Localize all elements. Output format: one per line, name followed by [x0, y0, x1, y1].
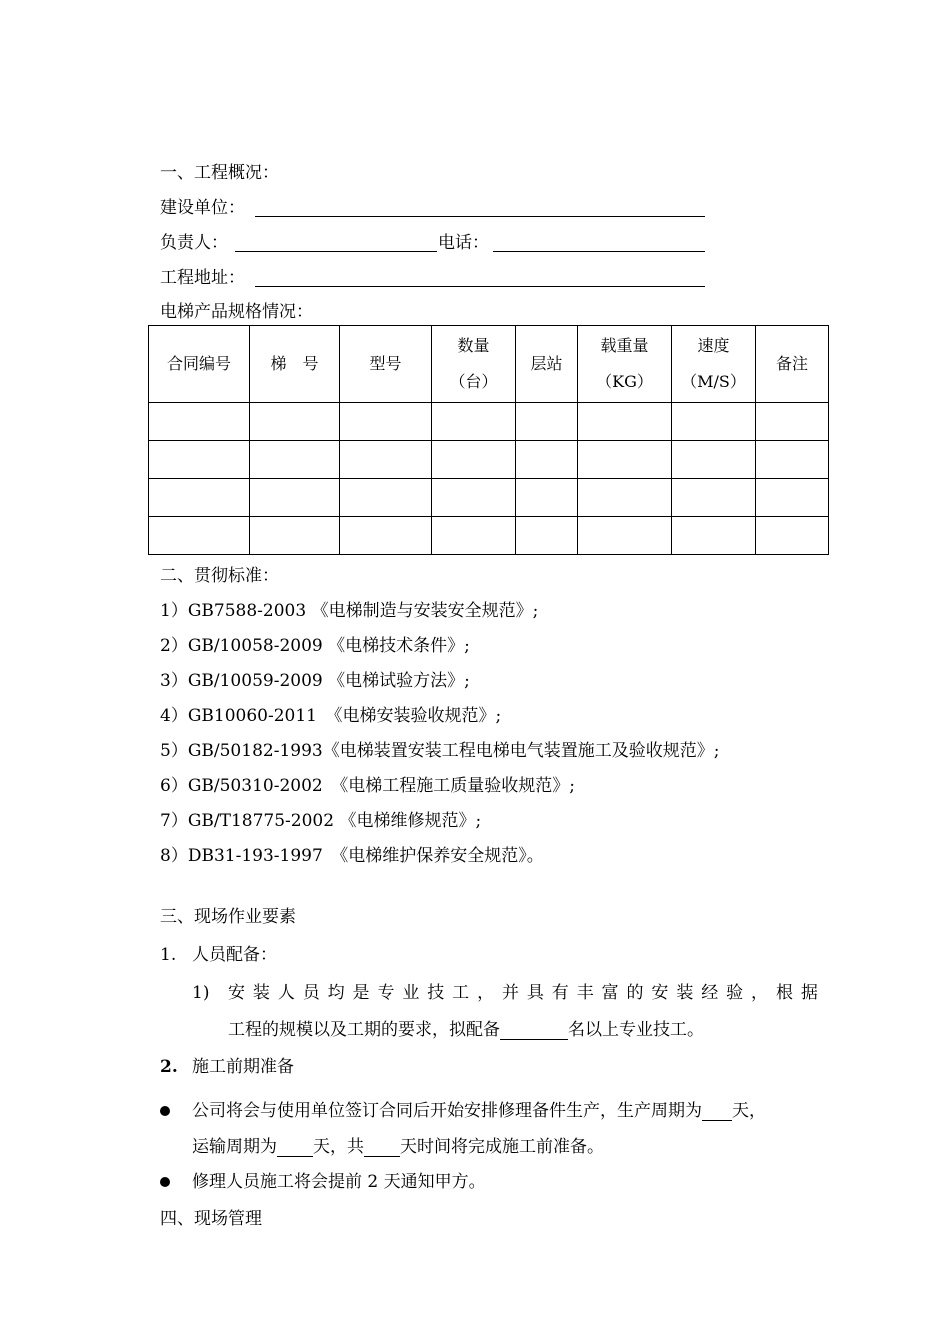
table-cell[interactable] — [432, 441, 516, 479]
production-days-blank[interactable] — [702, 1102, 732, 1121]
justified-char: 安 — [651, 983, 669, 1003]
staff-count-blank[interactable] — [500, 1021, 568, 1040]
justified-char: 具 — [526, 983, 544, 1003]
sub-1-line-2-text-a: 工程的规模以及工期的要求，拟配备 — [228, 1020, 500, 1040]
section-1-title: 一、工程概况： — [160, 163, 279, 183]
justified-char: 技 — [427, 983, 445, 1003]
justified-char: 验 — [726, 983, 744, 1003]
builder-input-line[interactable] — [255, 216, 705, 217]
table-cell[interactable] — [250, 517, 340, 555]
justified-char: ， — [751, 983, 769, 1003]
sub-1-line-1 — [228, 983, 818, 1003]
spec-label: 电梯产品规格情况： — [160, 302, 313, 322]
header-contract-no: 合同编号 — [149, 326, 250, 403]
header-speed-line1: 速度 — [697, 336, 730, 355]
table-cell[interactable] — [516, 403, 578, 441]
table-cell[interactable] — [250, 441, 340, 479]
table-cell[interactable] — [340, 479, 432, 517]
header-quantity-line1: 数量 — [457, 336, 490, 355]
justified-char: 员 — [302, 983, 320, 1003]
header-quantity — [432, 326, 516, 403]
table-cell[interactable] — [578, 517, 672, 555]
header-model: 型号 — [340, 326, 432, 403]
justified-char: 丰 — [576, 983, 594, 1003]
person-input-line[interactable] — [235, 251, 437, 252]
item-2-number: 2. — [160, 1057, 178, 1077]
table-row — [149, 441, 829, 479]
section-2-title: 二、贯彻标准： — [160, 566, 279, 586]
standard-item: 4）GB10060-2011 《电梯安装验收规范》; — [160, 706, 502, 726]
table-cell[interactable] — [578, 403, 672, 441]
bullet-icon — [160, 1177, 170, 1187]
standard-item: 5）GB/50182-1993《电梯装置安装工程电梯电气装置施工及验收规范》; — [160, 741, 720, 761]
bullet-1-text-d: 天，共 — [313, 1137, 364, 1157]
header-remarks: 备注 — [756, 326, 829, 403]
standard-item: 2）GB/10058-2009 《电梯技术条件》; — [160, 636, 470, 656]
table-header-row — [149, 326, 829, 403]
table-cell[interactable] — [516, 441, 578, 479]
justified-char: 装 — [252, 983, 270, 1003]
phone-input-line[interactable] — [493, 251, 705, 252]
justified-char: 的 — [626, 983, 644, 1003]
bullet-1-text-b: 天， — [732, 1101, 766, 1121]
elevator-spec-table — [148, 325, 829, 555]
standard-item: 6）GB/50310-2002 《电梯工程施工质量验收规范》; — [160, 776, 575, 796]
table-cell[interactable] — [756, 479, 829, 517]
justified-char: 是 — [352, 983, 370, 1003]
bullet-1-line-1 — [192, 1101, 766, 1121]
phone-label: 电话： — [438, 233, 489, 253]
total-days-blank[interactable] — [364, 1138, 400, 1157]
justified-char: 工 — [452, 983, 470, 1003]
justified-char: 人 — [277, 983, 295, 1003]
justified-char: 并 — [501, 983, 519, 1003]
table-row — [149, 403, 829, 441]
sub-1-line-2-text-b: 名以上专业技工。 — [568, 1020, 704, 1040]
table-cell[interactable] — [516, 517, 578, 555]
standard-item: 7）GB/T18775-2002 《电梯维修规范》; — [160, 811, 482, 831]
bullet-1-text-e: 天时间将完成施工前准备。 — [400, 1137, 604, 1157]
header-elevator-no: 梯 号 — [250, 326, 340, 403]
table-cell[interactable] — [149, 517, 250, 555]
table-cell[interactable] — [149, 479, 250, 517]
standard-item: 8）DB31-193-1997 《电梯维护保养安全规范》。 — [160, 846, 544, 866]
standard-item: 1）GB7588-2003 《电梯制造与安装安全规范》; — [160, 601, 539, 621]
header-load-line2: （KG） — [596, 372, 653, 391]
table-cell[interactable] — [432, 403, 516, 441]
section-3-title: 三、现场作业要素 — [160, 907, 296, 927]
transport-days-blank[interactable] — [277, 1138, 313, 1157]
sub-1-number: 1) — [192, 983, 210, 1003]
header-floors: 层站 — [516, 326, 578, 403]
section-4-title: 四、现场管理 — [160, 1209, 262, 1229]
bullet-icon — [160, 1106, 170, 1116]
table-cell[interactable] — [672, 479, 756, 517]
table-cell[interactable] — [516, 479, 578, 517]
table-cell[interactable] — [149, 441, 250, 479]
justified-char: 富 — [601, 983, 619, 1003]
table-cell[interactable] — [756, 441, 829, 479]
table-cell[interactable] — [149, 403, 250, 441]
header-speed — [672, 326, 756, 403]
justified-char: 有 — [551, 983, 569, 1003]
table-row — [149, 517, 829, 555]
table-cell[interactable] — [340, 441, 432, 479]
table-cell[interactable] — [578, 441, 672, 479]
justified-char: 专 — [377, 983, 395, 1003]
table-cell[interactable] — [340, 517, 432, 555]
table-cell[interactable] — [672, 403, 756, 441]
header-load — [578, 326, 672, 403]
header-speed-line2: （M/S） — [681, 372, 746, 391]
justified-char: ， — [477, 983, 495, 1003]
standard-item: 3）GB/10059-2009 《电梯试验方法》; — [160, 671, 470, 691]
justified-char: 安 — [228, 983, 245, 1003]
table-cell[interactable] — [432, 517, 516, 555]
item-1-number: 1. — [160, 945, 177, 965]
justified-char: 装 — [676, 983, 694, 1003]
justified-char: 据 — [800, 983, 818, 1003]
table-row — [149, 479, 829, 517]
bullet-1-line-2 — [192, 1137, 604, 1157]
item-1-title: 人员配备： — [192, 945, 277, 965]
address-label: 工程地址： — [160, 268, 245, 288]
person-label: 负责人： — [160, 233, 228, 253]
item-2-title: 施工前期准备 — [192, 1057, 294, 1077]
table-cell[interactable] — [672, 441, 756, 479]
justified-char: 业 — [402, 983, 420, 1003]
builder-label: 建设单位： — [160, 198, 245, 218]
bullet-1-text-a: 公司将会与使用单位签订合同后开始安排修理备件生产，生产周期为 — [192, 1101, 702, 1121]
table-cell[interactable] — [578, 479, 672, 517]
address-input-line[interactable] — [255, 286, 705, 287]
table-cell[interactable] — [432, 479, 516, 517]
table-cell[interactable] — [250, 403, 340, 441]
header-load-line1: 载重量 — [600, 336, 649, 355]
sub-1-line-2 — [228, 1020, 704, 1040]
header-quantity-line2: （台） — [449, 372, 498, 391]
justified-char: 经 — [701, 983, 719, 1003]
bullet-2-text: 修理人员施工将会提前 2 天通知甲方。 — [192, 1172, 486, 1192]
table-cell[interactable] — [756, 517, 829, 555]
justified-char: 均 — [327, 983, 345, 1003]
table-cell[interactable] — [250, 479, 340, 517]
table-cell[interactable] — [756, 403, 829, 441]
table-cell[interactable] — [340, 403, 432, 441]
bullet-1-text-c: 运输周期为 — [192, 1137, 277, 1157]
justified-char: 根 — [775, 983, 793, 1003]
table-cell[interactable] — [672, 517, 756, 555]
